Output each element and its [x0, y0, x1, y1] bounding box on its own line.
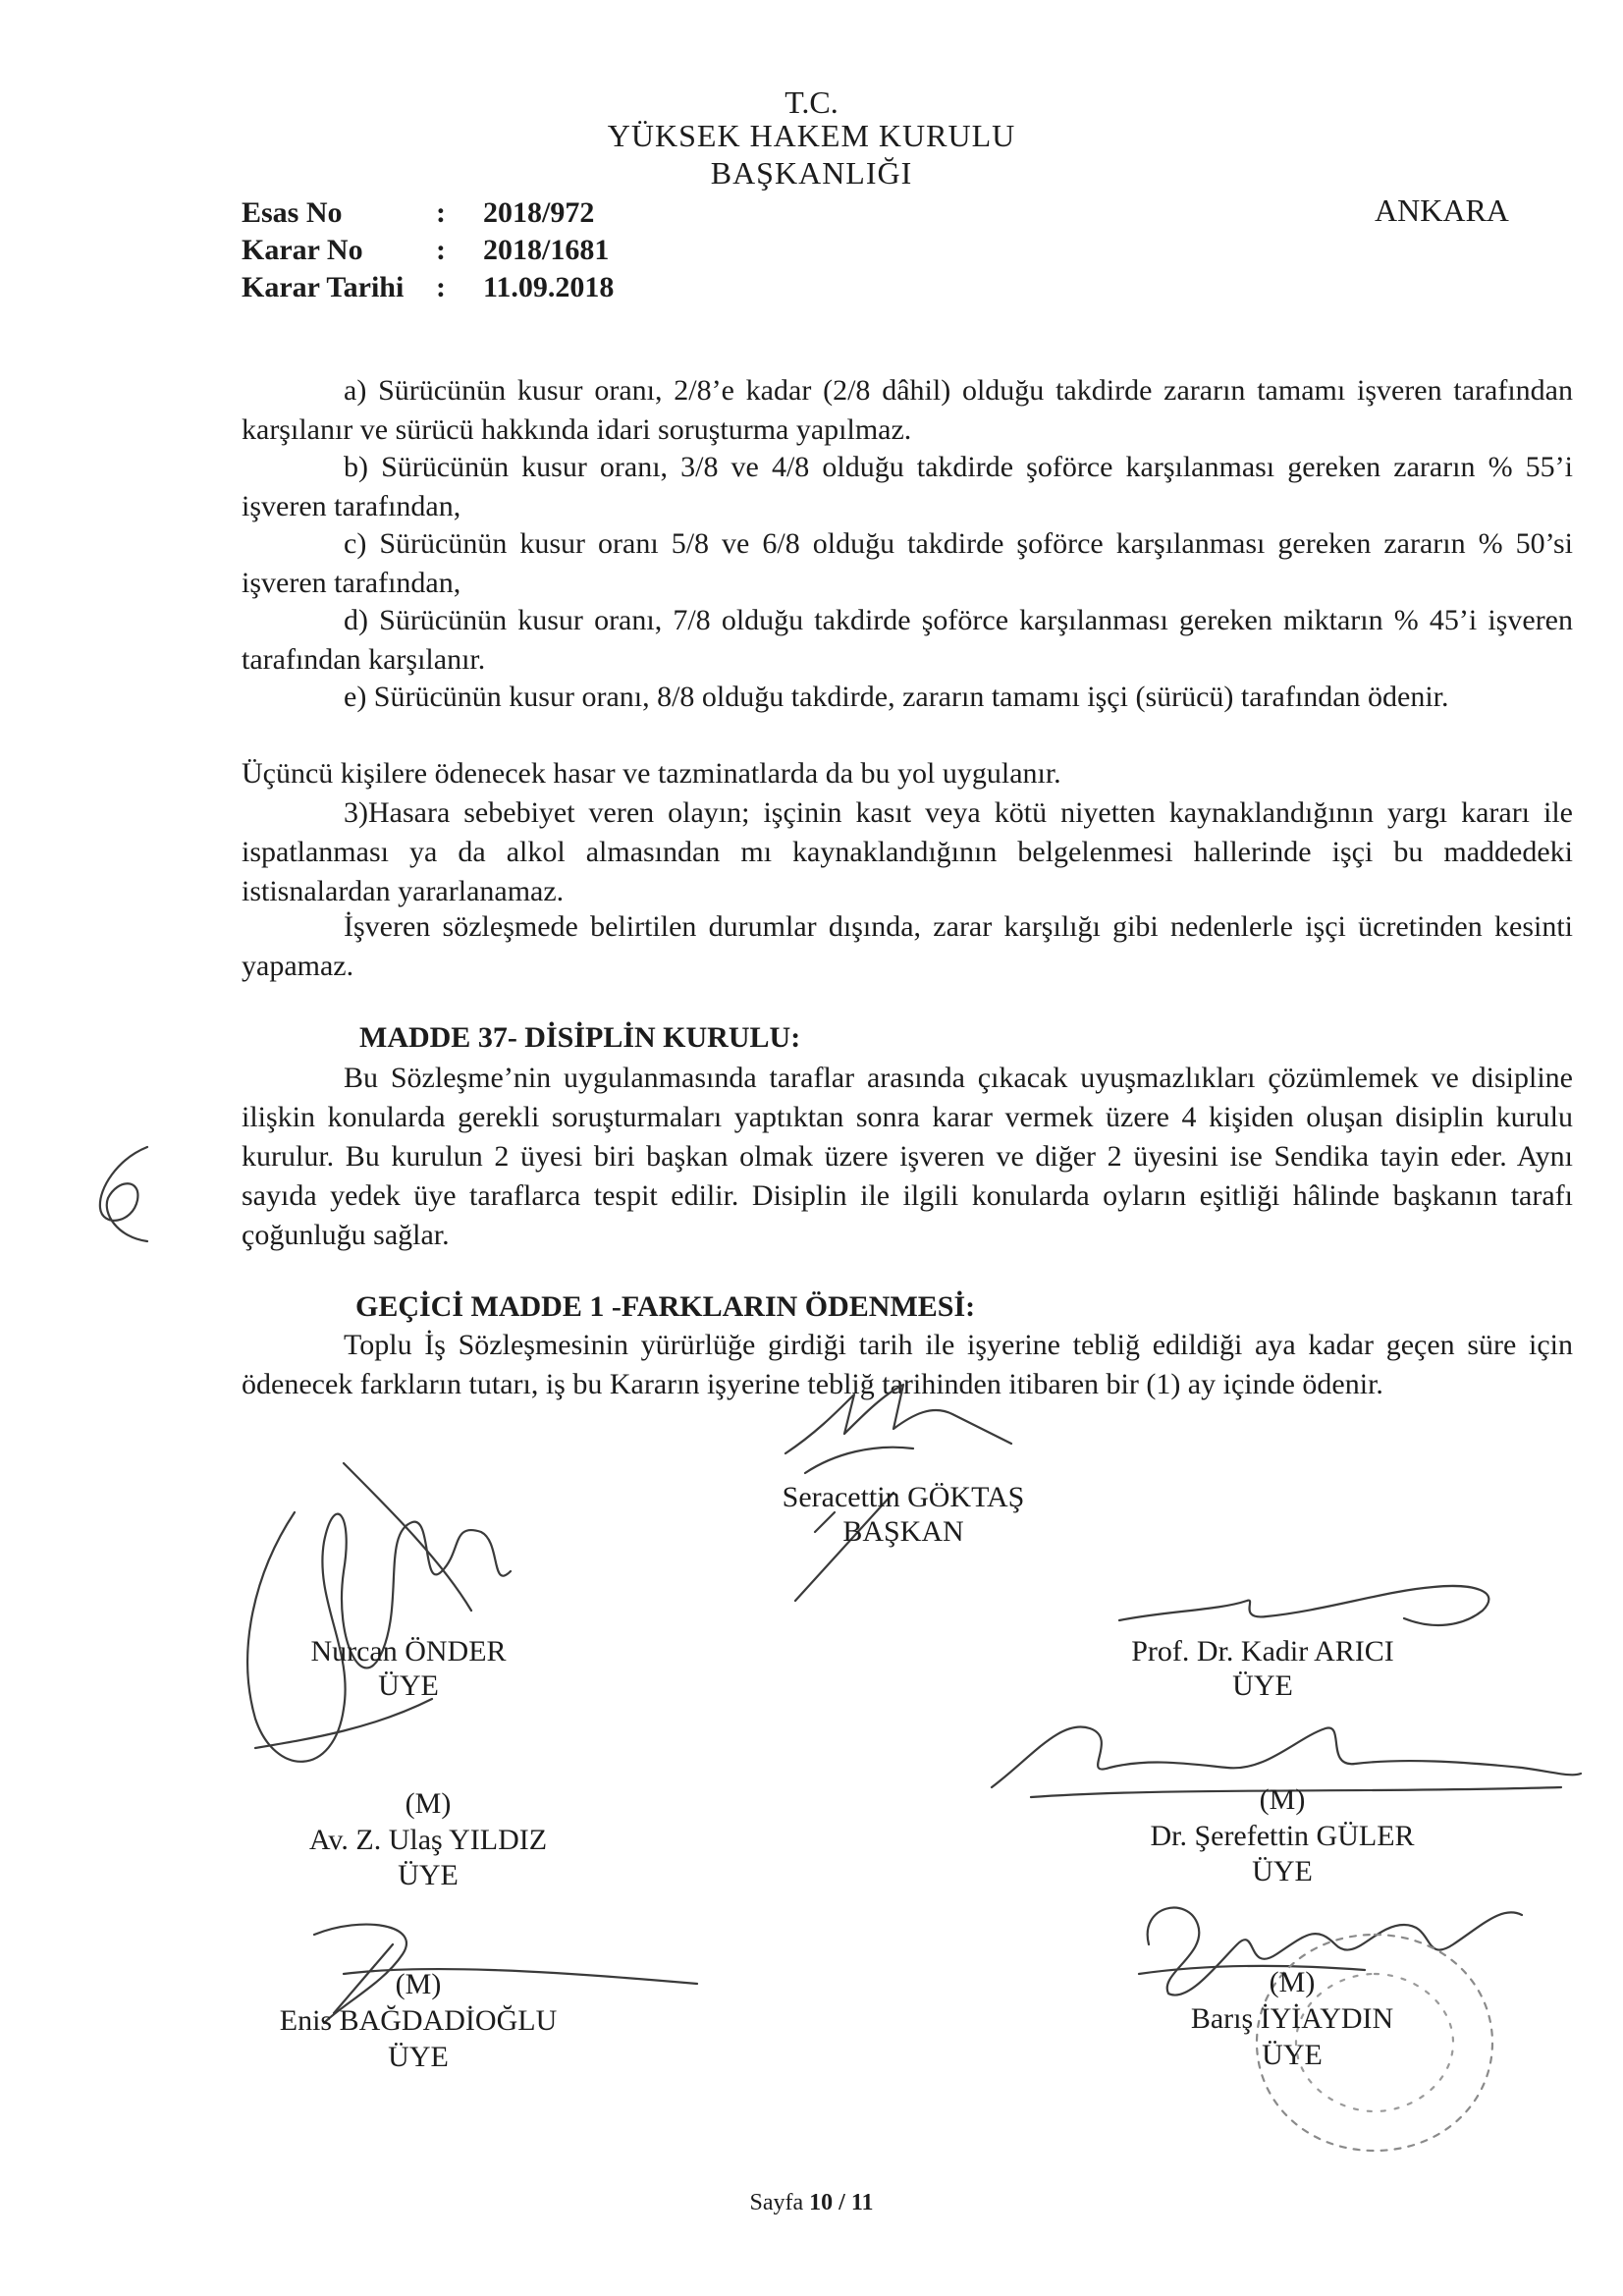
signatory-title-bagdadioglu: ÜYE — [388, 2041, 449, 2073]
meta-separator: : — [436, 234, 446, 266]
meta-esas-no — [242, 196, 594, 230]
paragraph-d: d) Sürücünün kusur oranı, 7/8 olduğu takdirde şoförce karşılanması gereken miktarın % 45’i işveren tarafından karşılanır. — [242, 604, 1573, 676]
meta-separator: : — [436, 271, 446, 303]
meta-value: 2018/972 — [483, 196, 595, 229]
signatory-mark-guler: (M) — [1259, 1783, 1306, 1816]
signatory-name-onder: Nurcan ÖNDER — [310, 1635, 507, 1667]
meta-label: Esas No — [242, 196, 343, 229]
meta-karar-tarihi — [242, 271, 614, 304]
signatory-mark-iyiaydin: (M) — [1269, 1966, 1316, 1998]
meta-value: 2018/1681 — [483, 234, 610, 266]
signatory-name-yildiz: Av. Z. Ulaş YILDIZ — [308, 1824, 548, 1856]
meta-separator: : — [436, 196, 446, 229]
signatory-title-yildiz: ÜYE — [398, 1859, 459, 1891]
paragraph-b: b) Sürücünün kusur oranı, 3/8 ve 4/8 olduğu takdirde şoförce karşılanması gereken zararın % 55’i işveren tarafından, — [242, 451, 1573, 522]
footer-prefix: Sayfa — [749, 2190, 804, 2215]
madde-37-text: Bu Sözleşme’nin uygulanmasında taraflar arasında çıkacak uyuşmazlıkları çözümlemek ve disipline ilişkin konularda gerekli soruşturmaları yaptıktan sonra karar vermek üzere 4 kişiden oluşan disiplin kurulu kurulur. Bu kurulun 2 üyesi biri başkan olmak üzere işveren ve diğer 2 üyesini ise Sendika tayin eder. Aynı sayıda yedek üye taraflarca tespit edilir. Disiplin ile ilgili konularda oyların eşitliği hâlinde başkanın tarafı çoğunluğu sağlar. — [242, 1062, 1573, 1251]
signatory-title-guler: ÜYE — [1252, 1855, 1313, 1887]
signatory-mark-yildiz: (M) — [405, 1787, 452, 1820]
signatory-title-goktas: BAŞKAN — [842, 1515, 964, 1548]
paragraph-c: c) Sürücünün kusur oranı 5/8 ve 6/8 olduğu takdirde şoförce karşılanması gereken zararın % 50’si işveren tarafından, — [242, 527, 1573, 599]
footer-page-number: 10 / 11 — [809, 2190, 874, 2215]
paragraph-item-3: 3)Hasara sebebiyet veren olayın; işçinin kasıt veya kötü niyetten kaynaklandığının yargı kararı ile ispatlanması ya da alkol almasından mı kaynaklandığının belgelenmesi hallerinde işçi bu maddedeki istisnalardan yararlanamaz. — [242, 796, 1573, 907]
signatory-mark-bagdadioglu: (M) — [395, 1968, 442, 2000]
gecici-madde-heading: GEÇİCİ MADDE 1 -FARKLARIN ÖDENMESİ: — [355, 1290, 976, 1323]
meta-label: Karar Tarihi — [242, 271, 405, 303]
header-city: ANKARA — [1375, 192, 1509, 228]
signatory-title-iyiaydin: ÜYE — [1262, 2039, 1323, 2071]
paragraph-a: a) Sürücünün kusur oranı, 2/8’e kadar (2/8 dâhil) olduğu takdirde zararın tamamı işveren tarafından karşılanır ve sürücü hakkında idari soruşturma yapılmaz. — [242, 374, 1573, 446]
signatory-name-arici: Prof. Dr. Kadir ARICI — [1131, 1635, 1394, 1667]
header-tc: T.C. — [784, 84, 839, 120]
signatory-name-iyiaydin: Barış İYİAYDIN — [1190, 2002, 1394, 2035]
signatory-name-guler: Dr. Şerefettin GÜLER — [1150, 1820, 1415, 1852]
margin-mark — [79, 1139, 167, 1247]
meta-label: Karar No — [242, 234, 363, 266]
gecici-madde-text: Toplu İş Sözleşmesinin yürürlüğe girdiği tarih ile işyerine tebliğ edildiği aya kadar geçen süre için ödenecek farkların tutarı, iş bu Kararın işyerine tebliğ tarihinden itibaren bir (1) ay içinde ödenir. — [242, 1329, 1573, 1400]
meta-value: 11.09.2018 — [483, 271, 615, 303]
header-institution: YÜKSEK HAKEM KURULU — [607, 118, 1016, 153]
paragraph-third-party: Üçüncü kişilere ödenecek hasar ve tazminatlarda da bu yol uygulanır. — [242, 757, 1061, 790]
header-presidency: BAŞKANLIĞI — [710, 155, 913, 191]
signatory-name-goktas: Seracettin GÖKTAŞ — [782, 1481, 1025, 1513]
signatory-title-onder: ÜYE — [378, 1669, 439, 1702]
signatory-title-arici: ÜYE — [1232, 1669, 1293, 1702]
madde-37-heading: MADDE 37- DİSİPLİN KURULU: — [359, 1021, 801, 1054]
paragraph-employer: İşveren sözleşmede belirtilen durumlar dışında, zarar karşılığı gibi nedenlerle işçi ücretinden kesinti yapamaz. — [242, 910, 1573, 982]
paragraph-e: e) Sürücünün kusur oranı, 8/8 olduğu takdirde, zararın tamamı işçi (sürücü) tarafından ödenir. — [344, 681, 1449, 713]
meta-karar-no — [242, 234, 609, 267]
signature-onder — [216, 1453, 589, 1787]
page-footer — [0, 2190, 1623, 2216]
signatory-name-bagdadioglu: Enis BAĞDADİOĞLU — [279, 2004, 558, 2037]
